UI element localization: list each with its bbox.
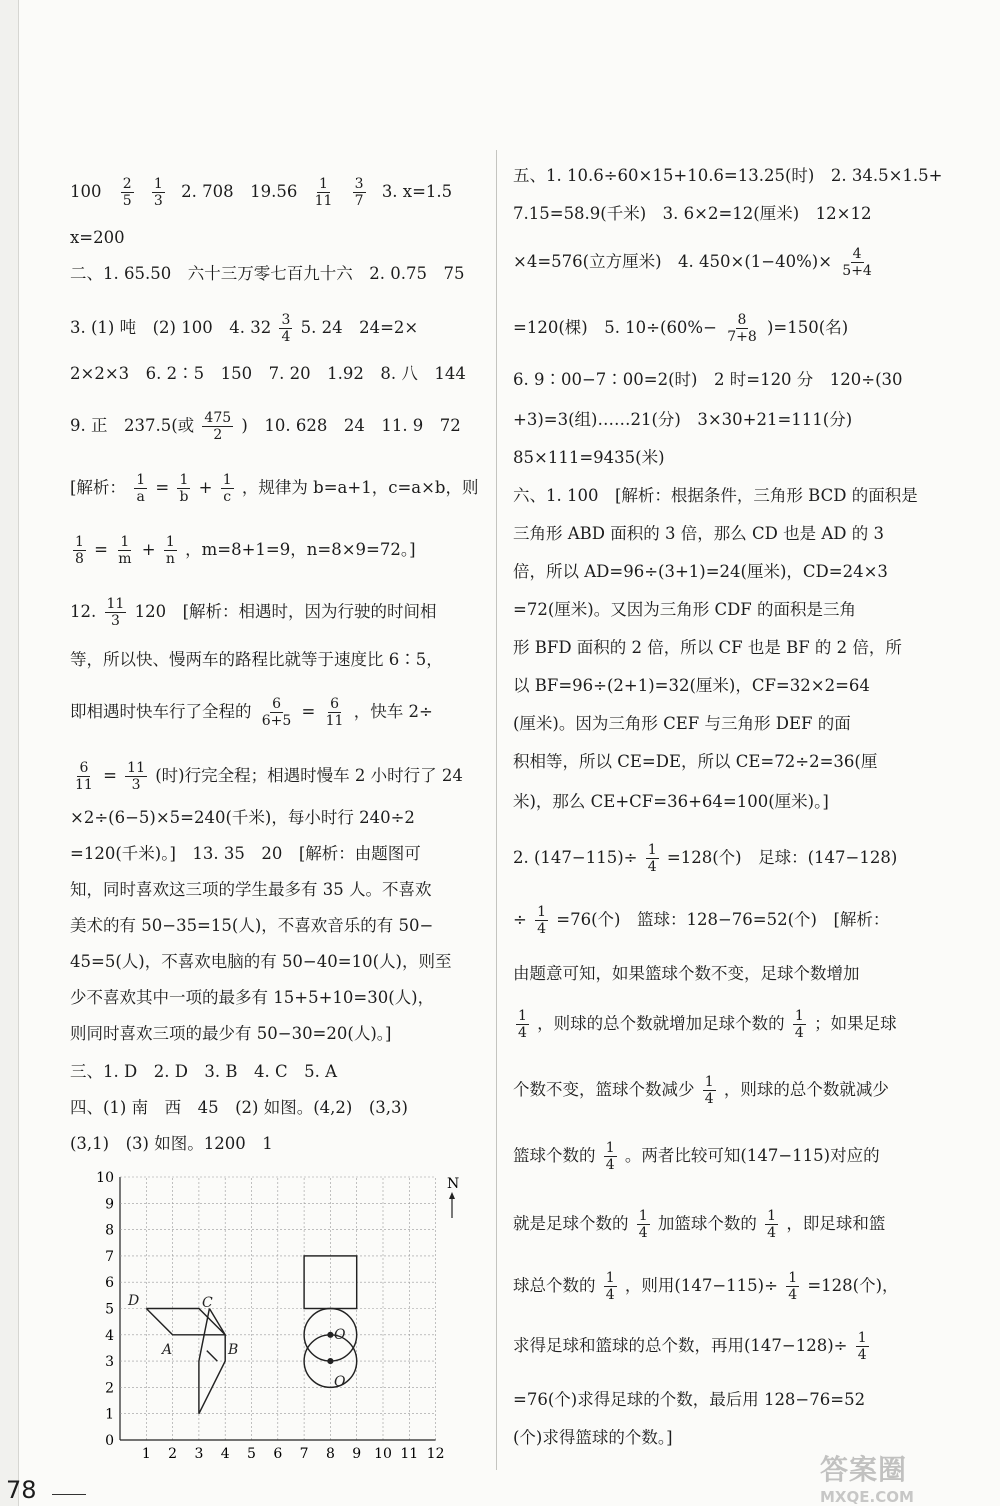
- y-tick-label: 5: [105, 1301, 114, 1318]
- denominator: 11: [75, 777, 93, 793]
- numerator: 1: [647, 842, 657, 858]
- analysis-line: [513, 1270, 899, 1303]
- page-binding-edge: [0, 0, 19, 1506]
- numerator: 1: [788, 1270, 798, 1286]
- section-heading-line: 三、1. D 2. D 3. B 4. C 5. A: [70, 1062, 338, 1081]
- rotation-arrow: [207, 1351, 218, 1362]
- circle-lower-center: [328, 1359, 333, 1364]
- analysis-line: 米)，那么 CE+CF=36+64=100(厘米)。]: [513, 792, 829, 811]
- fraction: [177, 472, 190, 505]
- text: =76(个) 篮球：128−76=52(个) [解析：: [556, 910, 890, 929]
- analysis-line: [513, 1008, 897, 1041]
- text: ÷: [513, 910, 527, 929]
- text: +: [198, 478, 213, 497]
- text: )=150(名): [767, 318, 849, 337]
- analysis-line: 美术的有 50−35=15(人)，不喜欢音乐的有 50−: [70, 916, 434, 935]
- page-number-rule: [52, 1494, 86, 1495]
- analysis-line: 三角形 ABD 面积的 3 倍，那么 CD 也是 AD 的 3: [513, 524, 884, 543]
- numerator: 1: [165, 534, 175, 550]
- analysis-line: =120(千米)。] 13. 35 20 [解析：由题图可: [70, 844, 421, 863]
- x-tick-label: 8: [325, 1446, 335, 1458]
- label-b: B: [228, 1342, 239, 1358]
- label-o-lower: O: [334, 1374, 346, 1390]
- answer-line: 85×111=9435(米): [513, 448, 665, 467]
- analysis-line: 积相等，所以 CE=DE，所以 CE=72÷2=36(厘: [513, 752, 878, 771]
- denominator: 4: [767, 1225, 777, 1241]
- analysis-line: [70, 534, 416, 567]
- text: ×4=576(立方厘米) 4. 450×(1−40%)×: [513, 252, 833, 271]
- numerator: 1: [605, 1140, 615, 1156]
- analysis-line: =76(个)求得足球的个数，最后用 128−76=52: [513, 1390, 866, 1409]
- fraction: [105, 596, 127, 629]
- answer-line: [513, 246, 877, 279]
- fraction: [765, 1208, 778, 1241]
- answer-line: (3,1) (3) 如图。1200 1: [70, 1134, 273, 1153]
- text: ，则用(147−115)÷: [624, 1276, 778, 1295]
- numerator: 1: [638, 1208, 648, 1224]
- answer-line: 7.15=58.9(千米) 3. 6×2=12(厘米) 12×12: [513, 204, 872, 223]
- x-tick-label: 10: [374, 1446, 392, 1458]
- numerator: 1: [179, 472, 189, 488]
- denominator: m: [118, 551, 132, 567]
- y-axis-ticks: [96, 1170, 114, 1449]
- fraction: [279, 312, 292, 345]
- text: 120 [解析：相遇时，因为行驶的时间相: [134, 602, 437, 621]
- denominator: 3: [110, 613, 120, 629]
- denominator: 6+5: [261, 713, 292, 729]
- fraction: [116, 534, 133, 567]
- x-tick-label: 12: [426, 1446, 445, 1458]
- text: 个数不变，篮球个数减少: [513, 1080, 695, 1099]
- analysis-line: [513, 1330, 872, 1363]
- y-tick-label: 6: [105, 1275, 114, 1292]
- denominator: 3: [153, 193, 163, 209]
- fraction: [134, 472, 147, 505]
- text: 就是足球个数的: [513, 1214, 629, 1233]
- x-tick-label: 11: [400, 1446, 419, 1458]
- text: 5. 24 24=2×: [300, 318, 419, 337]
- answer-line: [70, 176, 452, 209]
- x-axis-ticks: [142, 1446, 445, 1458]
- denominator: 7: [354, 193, 364, 209]
- answer-line: x=200: [70, 228, 125, 247]
- text: ，即足球和篮: [786, 1214, 886, 1233]
- coordinate-grid-figure: [90, 1168, 470, 1458]
- fraction: [516, 1008, 529, 1041]
- label-d: D: [128, 1293, 140, 1309]
- label-o-upper: O: [334, 1327, 346, 1343]
- denominator: 4: [794, 1025, 804, 1041]
- north-label: N: [447, 1176, 460, 1192]
- analysis-line: (个)求得篮球的个数。]: [513, 1428, 673, 1447]
- text: =: [94, 540, 108, 559]
- numerator: 1: [537, 904, 546, 920]
- y-tick-label: 0: [105, 1433, 114, 1449]
- text: 2. (147−115)÷: [513, 848, 638, 867]
- fraction: [73, 534, 86, 567]
- denominator: 8: [75, 551, 84, 567]
- answer-line: [70, 312, 418, 345]
- analysis-line: 少不喜欢其中一项的最多有 15+5+10=30(人)，: [70, 988, 435, 1007]
- fraction: [646, 842, 659, 875]
- north-arrowhead: [449, 1192, 455, 1199]
- answer-line: [513, 904, 889, 937]
- answer-line: [513, 312, 848, 345]
- answer-line: [513, 842, 897, 875]
- text: 9. 正 237.5(或: [70, 416, 195, 435]
- text: ，m=8+1=9，n=8×9=72。]: [185, 540, 416, 559]
- fraction: [221, 472, 234, 505]
- fraction: [260, 696, 294, 729]
- denominator: 7+8: [727, 329, 757, 345]
- page-number: 78: [6, 1476, 37, 1504]
- numerator: 4: [852, 246, 862, 262]
- section-heading-line: 六、1. 100 [解析：根据条件，三角形 BCD 的面积是: [513, 486, 918, 505]
- answer-line: +3)=3(组)……21(分) 3×30+21=111(分): [513, 410, 853, 429]
- fraction: [856, 1330, 869, 1363]
- numerator: 475: [204, 410, 232, 426]
- text: ；如果足球: [814, 1014, 897, 1033]
- analysis-line: [513, 1074, 889, 1107]
- x-tick-label: 5: [247, 1446, 256, 1458]
- analysis-line: =72(厘米)。又因为三角形 CDF 的面积是三角: [513, 600, 856, 619]
- analysis-line: (厘米)。因为三角形 CEF 与三角形 DEF 的面: [513, 714, 851, 733]
- fraction: [604, 1140, 617, 1173]
- y-tick-label: 4: [105, 1327, 114, 1344]
- analysis-line: 以 BF=96÷(2+1)=32(厘米)，CF=32×2=64: [513, 676, 870, 695]
- x-tick-label: 4: [220, 1446, 230, 1458]
- answer-line: 6. 9∶00−7∶00=2(时) 2 时=120 分 120÷(30: [513, 370, 903, 389]
- numerator: 1: [794, 1008, 804, 1024]
- y-tick-label: 7: [105, 1248, 114, 1265]
- denominator: 4: [281, 329, 291, 345]
- x-tick-label: 9: [352, 1446, 362, 1458]
- text: 3. x=1.5: [381, 182, 453, 201]
- denominator: 3: [131, 777, 141, 793]
- denominator: 5: [122, 193, 132, 209]
- denominator: n: [165, 551, 175, 567]
- denominator: 2: [213, 427, 223, 443]
- text: (时)行完全程；相遇时慢车 2 小时行了 24: [155, 766, 463, 785]
- label-c: C: [202, 1295, 213, 1311]
- text: 2. 708 19.56: [181, 182, 298, 201]
- y-tick-label: 8: [105, 1222, 114, 1239]
- fraction: [202, 410, 233, 443]
- text: 3. (1) 吨 (2) 100 4. 32: [70, 318, 272, 337]
- denominator: 4: [518, 1025, 527, 1041]
- denominator: 4: [857, 1347, 867, 1363]
- analysis-line: [70, 696, 433, 729]
- column-divider: [496, 150, 497, 1470]
- section-heading-line: 五、1. 10.6÷60×15+10.6=13.25(时) 2. 34.5×1.5+: [513, 166, 943, 185]
- x-tick-label: 1: [141, 1446, 151, 1458]
- text: [解析：: [70, 478, 126, 497]
- denominator: 4: [638, 1225, 648, 1241]
- fraction: [604, 1270, 617, 1303]
- fraction: [725, 312, 759, 345]
- analysis-line: 则同时喜欢三项的最少有 50−30=20(人)。]: [70, 1024, 392, 1043]
- text: 加篮球个数的: [657, 1214, 757, 1233]
- text: =120(棵) 5. 10÷(60%−: [513, 318, 717, 337]
- fraction: [703, 1074, 716, 1107]
- text: ，则球的总个数就增加足球个数的: [537, 1014, 785, 1033]
- numerator: 1: [222, 472, 232, 488]
- fraction: [353, 176, 366, 209]
- text: ，快车 2÷: [353, 702, 433, 721]
- numerator: 1: [153, 176, 163, 192]
- analysis-line: 由题意可知，如果篮球个数不变，足球个数增加: [513, 964, 860, 983]
- numerator: 1: [120, 534, 130, 550]
- denominator: 11: [325, 713, 344, 729]
- denominator: 4: [605, 1157, 615, 1173]
- fraction: [637, 1208, 650, 1241]
- numerator: 1: [857, 1330, 867, 1346]
- fraction: [840, 246, 874, 279]
- text: =128(个)，: [807, 1276, 899, 1295]
- fraction: [164, 534, 177, 567]
- numerator: 6: [330, 696, 339, 712]
- analysis-line: 45=5(人)，不喜欢电脑的有 50−40=10(人)，则至: [70, 952, 452, 971]
- fraction: [152, 176, 165, 209]
- grid-svg: [90, 1168, 470, 1458]
- fraction: [73, 760, 95, 793]
- section-heading-line: 四、(1) 南 西 45 (2) 如图。(4,2) (3,3): [70, 1098, 408, 1117]
- text: ，则球的总个数就减少: [723, 1080, 889, 1099]
- analysis-line: [70, 472, 479, 505]
- analysis-line: [70, 760, 463, 793]
- denominator: 4: [704, 1091, 714, 1107]
- denominator: 4: [788, 1287, 798, 1303]
- watermark-logo: [820, 1448, 990, 1504]
- section-heading-line: 二、1. 65.50 六十三万零七百九十六 2. 0.75 75: [70, 264, 465, 283]
- trapezoid-original: [146, 1309, 225, 1335]
- analysis-line: 形 BFD 面积的 2 倍，所以 CF 也是 BF 的 2 倍，所: [513, 638, 902, 657]
- text: =: [103, 766, 117, 785]
- fraction: [535, 904, 548, 937]
- text: +: [141, 540, 156, 559]
- text: 。两者比较可知(147−115)对应的: [624, 1146, 880, 1165]
- text: 求得足球和篮球的总个数，再用(147−128)÷: [513, 1336, 848, 1355]
- circle-upper-center: [328, 1332, 333, 1337]
- answer-line: 2×2×3 6. 2∶5 150 7. 20 1.92 8. 八 144: [70, 364, 466, 383]
- analysis-line: [513, 1140, 880, 1173]
- denominator: 4: [605, 1287, 615, 1303]
- numerator: 1: [136, 472, 146, 488]
- fraction: [793, 1008, 806, 1041]
- text: ，规律为 b=a+1，c=a×b，则: [241, 478, 479, 497]
- y-tick-label: 3: [105, 1354, 114, 1371]
- denominator: c: [223, 489, 232, 505]
- fraction: [121, 176, 134, 209]
- analysis-line: ×2÷(6−5)×5=240(千米)，每小时行 240÷2: [70, 808, 415, 827]
- x-tick-label: 6: [273, 1446, 283, 1458]
- numerator: 1: [704, 1074, 714, 1090]
- numerator: 6: [79, 760, 89, 776]
- numerator: 1: [518, 1008, 527, 1024]
- numerator: 11: [106, 596, 125, 612]
- denominator: 5+4: [842, 263, 872, 279]
- watermark-url: MXQE.COM: [820, 1488, 914, 1506]
- numerator: 8: [737, 312, 747, 328]
- text: =: [301, 702, 316, 721]
- x-tick-label: 7: [299, 1446, 309, 1458]
- y-tick-label: 1: [105, 1406, 114, 1423]
- numerator: 11: [127, 760, 145, 776]
- x-tick-label: 3: [194, 1446, 204, 1458]
- analysis-line: 知，同时喜欢这三项的学生最多有 35 人。不喜欢: [70, 880, 432, 899]
- fraction: [786, 1270, 799, 1303]
- text: =128(个) 足球：(147−128): [666, 848, 898, 867]
- x-tick-label: 2: [168, 1446, 178, 1458]
- numerator: 6: [272, 696, 281, 712]
- text: =: [155, 478, 170, 497]
- numerator: 1: [319, 176, 328, 192]
- denominator: 4: [537, 921, 546, 937]
- answer-line: [70, 596, 437, 629]
- analysis-line: [513, 1208, 885, 1241]
- denominator: a: [136, 489, 145, 505]
- analysis-line: 倍，所以 AD=96÷(3+1)=24(厘米)，CD=24×3: [513, 562, 888, 581]
- answer-line: [70, 410, 461, 443]
- numerator: 1: [767, 1208, 777, 1224]
- numerator: 1: [605, 1270, 615, 1286]
- text: 即相遇时快车行了全程的: [70, 702, 252, 721]
- analysis-line: 等，所以快、慢两车的路程比就等于速度比 6∶5，: [70, 650, 443, 669]
- y-tick-label: 2: [105, 1380, 114, 1397]
- fraction: [125, 760, 147, 793]
- fraction: [313, 176, 335, 209]
- numerator: 3: [354, 176, 364, 192]
- denominator: b: [179, 489, 189, 505]
- denominator: 11: [314, 193, 333, 209]
- y-tick-label: 9: [105, 1196, 114, 1213]
- watermark-title: 答案圈: [820, 1453, 908, 1486]
- label-a: A: [162, 1342, 173, 1358]
- numerator: 1: [75, 534, 84, 550]
- text: 球总个数的: [513, 1276, 596, 1295]
- numerator: 3: [281, 312, 291, 328]
- fraction: [324, 696, 346, 729]
- text: 100: [70, 182, 102, 201]
- text: 12.: [70, 602, 97, 621]
- numerator: 2: [122, 176, 132, 192]
- text: 篮球个数的: [513, 1146, 596, 1165]
- text: ) 10. 628 24 11. 9 72: [241, 416, 461, 435]
- y-tick-label: 10: [96, 1170, 114, 1186]
- denominator: 4: [647, 859, 657, 875]
